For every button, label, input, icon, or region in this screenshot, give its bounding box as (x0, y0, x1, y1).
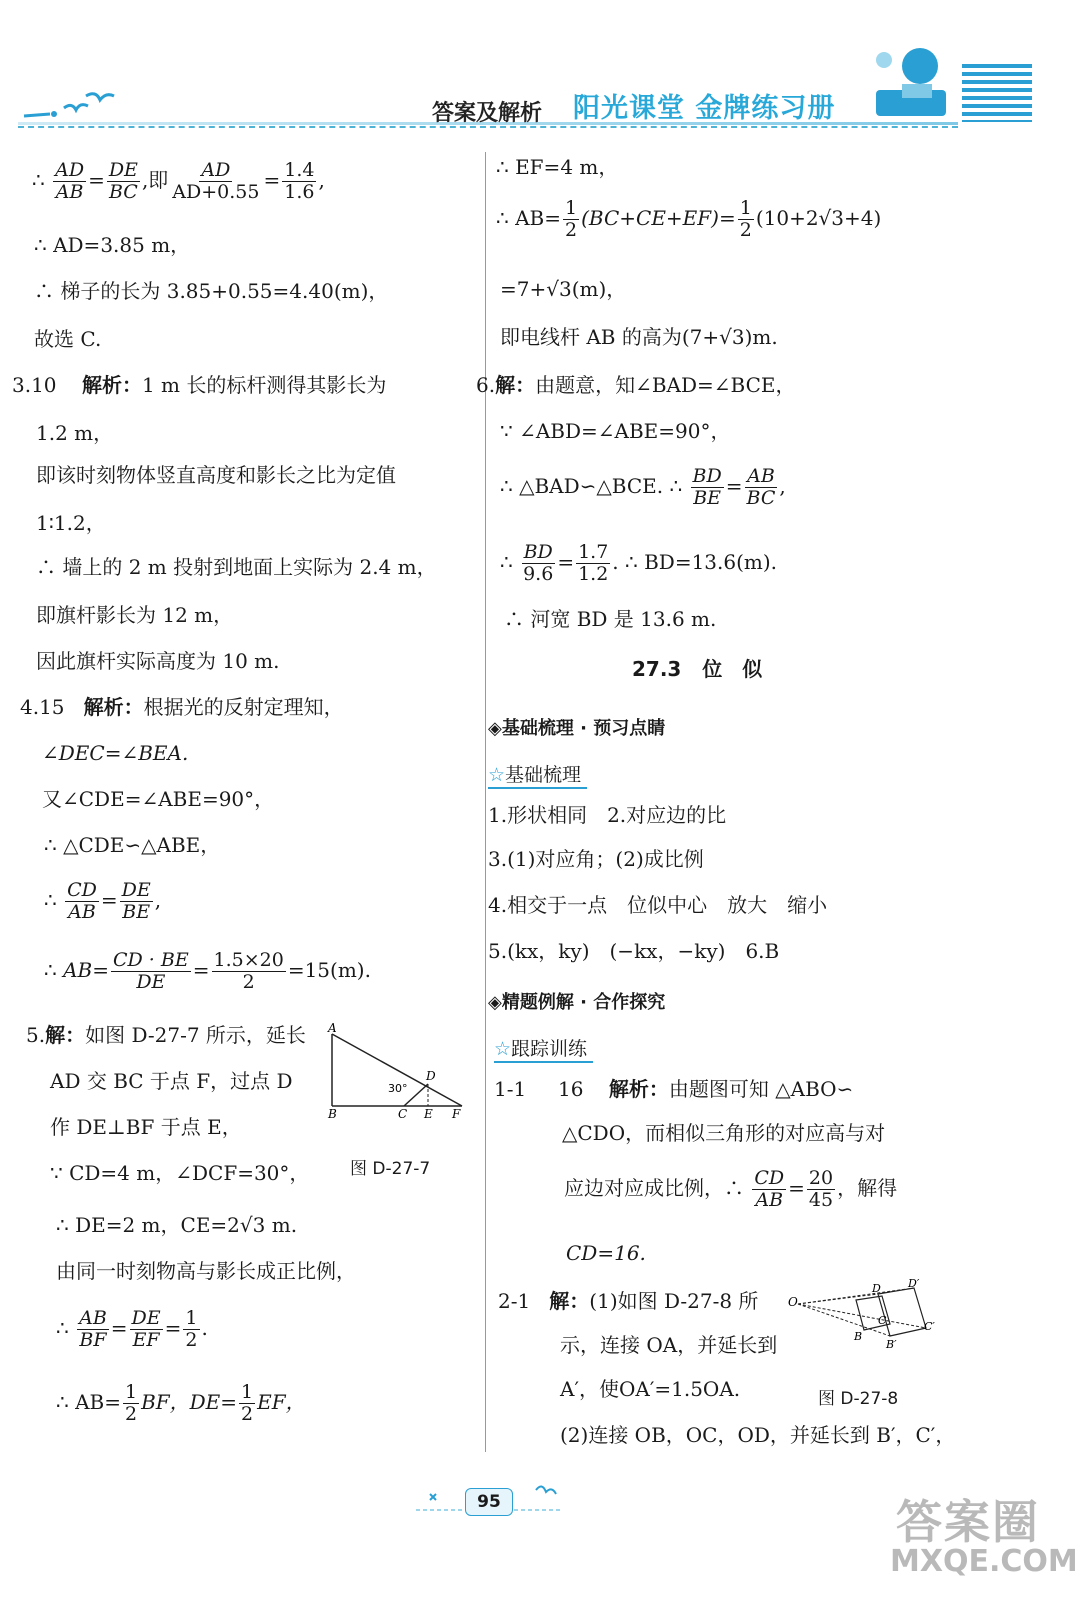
q4-line-2: ∠DEC=∠BEA. (42, 741, 189, 765)
diamond-icon: ◈ (488, 718, 502, 739)
header-stripes (962, 64, 1032, 122)
q6-line-4: ∴ $\frac{BD}{9.6}$ = $\frac{1.7}{1.2}$ . ∴ BD=13.6(m). (500, 541, 778, 585)
fig1-label-f: F (452, 1107, 461, 1121)
q3-line-7: 因此旗杆实际高度为 10 m. (36, 649, 280, 673)
example-banner: ◈精题例解 · 合作探究 (488, 992, 666, 1013)
left-line-choose: 故选 C. (34, 327, 102, 351)
diamond-icon: ◈ (488, 992, 502, 1013)
star-icon: ☆ (494, 1038, 512, 1060)
page-number: 95 (465, 1488, 513, 1516)
q5-line-6: 由同一时刻物高与影长成正比例， (56, 1259, 356, 1283)
q6-line-3: ∴ △BAD∽△BCE. ∴ $\frac{BD}{BE}$ = $\frac{AB}{BC}$ , (500, 465, 786, 509)
basic-banner: ◈基础梳理 · 预习点睛 (488, 718, 666, 739)
left-line-ad: ∴ AD=3.85 m， (34, 233, 191, 257)
q6-line-5: ∴ 河宽 BD 是 13.6 m. (504, 607, 717, 631)
q3-line-4: 1∶1.2， (36, 511, 106, 535)
fig2-label-d: D (872, 1282, 881, 1295)
right-line-ef: ∴ EF=4 m， (496, 155, 619, 179)
q3-line-6: 即旗杆影长为 12 m， (36, 603, 234, 627)
q5-line-3: 作 DE⊥BF 于点 E， (50, 1115, 242, 1139)
column-divider (485, 152, 486, 1452)
q5-line-2: AD 交 BC 于点 F，过点 D (50, 1069, 293, 1093)
header-brand: 阳光课堂 金牌练习册 (573, 93, 836, 124)
left-line-ladder: ∴ 梯子的长为 3.85+0.55=4.40(m)， (34, 279, 389, 303)
q4-line-3: 又∠CDE=∠ABE=90°， (42, 787, 275, 811)
q3-line-3: 即该时刻物体竖直高度和影长之比为定值 (36, 463, 396, 487)
right-eq-ab: ∴ AB= $\frac{1}{2}$ (BC+CE+EF)= $\frac{1}{2}$ (10+2√3+4) (496, 197, 882, 241)
figure-d-27-8-caption: 图 D-27-8 (818, 1389, 899, 1409)
figure-d-27-7-caption: 图 D-27-7 (350, 1159, 431, 1179)
fig2-label-o: O (788, 1295, 798, 1309)
answer-line-3: 4.相交于一点 位似中心 放大 缩小 (488, 893, 828, 917)
t1-line-2: △CDO，而相似三角形的对应高与对 (562, 1121, 886, 1145)
q5-line-5: ∴ DE=2 m，CE=2√3 m. (56, 1213, 298, 1237)
t1-head: 1-1 16 解析：由题图可知 △ABO∽ (494, 1077, 854, 1101)
t2-head: 2-1 解：(1)如图 D-27-8 所 (498, 1289, 759, 1313)
q5-eq-ratio: ∴ $\frac{AB}{BF}$ = $\frac{DE}{EF}$ = $\frac{1}{2}$ . (56, 1307, 208, 1351)
q4-line-4: ∴ △CDE∽△ABE， (44, 833, 221, 857)
q5-eq-ab: ∴ AB= $\frac{1}{2}$ BF，DE= $\frac{1}{2}$ EF， (56, 1381, 306, 1425)
student-figure-icon (862, 40, 958, 124)
watermark-logo: 答案圈 (896, 1495, 1040, 1549)
t2-line-2: 示，连接 OA，并延长到 (560, 1333, 778, 1357)
fig1-label-c: C (398, 1107, 408, 1121)
figure-d-27-7 (322, 1020, 472, 1124)
fig2-label-b: B (854, 1330, 863, 1343)
q6-head: 6.解：由题意，知∠BAD=∠BCE， (476, 373, 796, 397)
fig2-label-d-prime: D′ (908, 1278, 920, 1290)
fig1-label-e: E (424, 1107, 433, 1121)
fig2-label-c: C (878, 1314, 887, 1327)
figure-d-27-8 (786, 1278, 942, 1352)
q4-head: 4.15 解析：根据光的反射定理知， (20, 695, 344, 719)
fig2-label-c-prime: C′ (924, 1320, 935, 1333)
q4-eq-ratio: ∴ $\frac{CD}{AB}$ = $\frac{DE}{BE}$ , (44, 879, 162, 923)
section-title: 27.3 位 似 (632, 657, 763, 681)
track-subtitle: ☆跟踪训练 (494, 1034, 593, 1063)
t2-line-4: (2)连接 OB，OC，OD，并延长到 B′，C′， (560, 1423, 956, 1447)
header-section-title: 答案及解析 (432, 101, 543, 126)
q4-eq-result: ∴ AB= $\frac{CD \cdot BE}{DE}$ = $\frac{1.5\times 20}{2}$ =15(m). (44, 949, 371, 993)
birds-icon (20, 88, 116, 124)
fig1-label-a: A (328, 1021, 337, 1035)
watermark-url: MXQE.COM (890, 1544, 1078, 1579)
basic-subtitle: ☆基础梳理 (488, 760, 587, 789)
q3-line-5: ∴ 墙上的 2 m 投射到地面上实际为 2.4 m， (36, 555, 437, 579)
t2-line-3: A′，使OA′=1.5OA. (560, 1377, 741, 1401)
q6-line-2: ∵ ∠ABD=∠ABE=90°， (500, 419, 731, 443)
t1-line-3: 应边对应成比例，∴ $\frac{CD}{AB}$ = $\frac{20}{45}$ ，解得 (564, 1167, 898, 1211)
right-line-height: 即电线杆 AB 的高为(7+√3)m. (500, 325, 778, 349)
answer-line-2: 3.(1)对应角；(2)成比例 (488, 847, 704, 871)
answer-line-4: 5.(kx，ky) (−kx，−ky) 6.B (488, 939, 780, 963)
left-eq-1: ∴ $\frac{AD}{AB}$ = $\frac{DE}{BC}$ ,即 $\frac{AD}{AD+0.55}$ = $\frac{1.4}{1.6}$ , (32, 159, 325, 203)
q5-line-4: ∵ CD=4 m，∠DCF=30°， (50, 1161, 310, 1185)
fig1-label-angle: 30° (388, 1082, 408, 1095)
q3-head: 3.10 解析：1 m 长的标杆测得其影长为 (12, 373, 387, 397)
right-line-result: =7+√3(m)， (500, 277, 627, 301)
fig2-label-b-prime: B′ (886, 1338, 897, 1351)
q5-head: 5.解：如图 D-27-7 所示，延长 (26, 1023, 306, 1047)
fig1-label-d: D (426, 1069, 436, 1083)
t1-line-4: CD=16. (566, 1241, 646, 1265)
fig1-label-b: B (328, 1107, 337, 1121)
star-icon: ☆ (488, 764, 506, 786)
q3-line-2: 1.2 m， (36, 421, 114, 445)
answer-line-1: 1.形状相同 2.对应边的比 (488, 803, 727, 827)
